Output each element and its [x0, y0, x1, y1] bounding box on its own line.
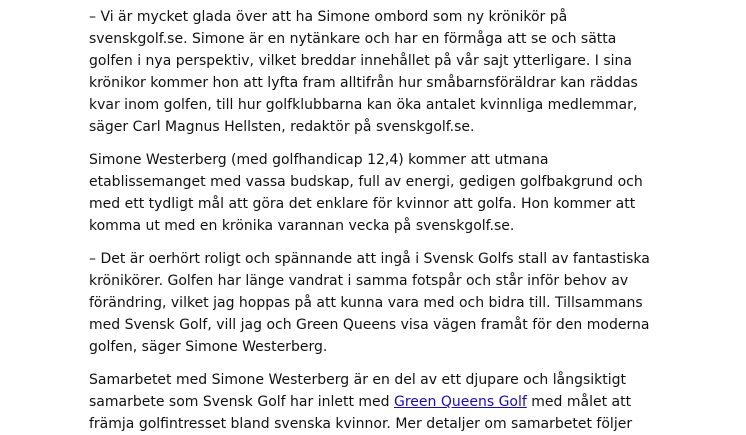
text-segment: samarbete som Svensk Golf har inlett med: [89, 394, 394, 410]
text-line: främja golfintresset bland svenska kvinnor. Mer detaljer om samarbetet följer: [89, 416, 633, 432]
green-queens-golf-link[interactable]: Green Queens Golf: [393, 394, 527, 410]
quote-paragraph-simone: [89, 248, 689, 358]
text-line: krönikor kommer hon att lyfta fram alltifrån hur småbarnsföräldrar kan räddas: [89, 75, 638, 91]
text-line: Samarbetet med Simone Westerberg är en del av ett djupare och långsiktigt: [89, 372, 627, 388]
quote-paragraph-editor: [89, 6, 689, 138]
text-line: golfen i nya perspektiv, vilket breddar innehållet på vår sajt ytterligare. I sina: [89, 53, 632, 69]
text-line: krönikörer. Golfen har länge vandrat i samma fotspår och står inför behov av: [89, 273, 629, 289]
text-segment: med målet att: [526, 394, 632, 410]
text-line: förändring, vilket jag hoppas på att kunna vara med och bidra till. Tillsammans: [89, 295, 643, 311]
text-line: med ett tydligt mål att göra det enklare för kvinnor att golfa. Hon kommer att: [89, 196, 636, 212]
text-line: svenskgolf.se. Simone är en nytänkare och har en förmåga att se och sätta: [89, 31, 617, 47]
body-paragraph-intro: [89, 149, 689, 237]
text-line: säger Carl Magnus Hellsten, redaktör på svenskgolf.se.: [89, 119, 475, 135]
text-line: – Vi är mycket glada över att ha Simone ombord som ny krönikör på: [89, 9, 568, 25]
text-line-with-link: [89, 391, 689, 413]
text-line: golfen, säger Simone Westerberg.: [89, 339, 328, 355]
text-line: etablissemanget med vassa budskap, full av energi, gedigen golfbakgrund och: [89, 174, 643, 190]
text-line: komma ut med en krönika varannan vecka på svenskgolf.se.: [89, 218, 515, 234]
text-line: med Svensk Golf, vill jag och Green Queens visa vägen framåt för den moderna: [89, 317, 650, 333]
text-line: Simone Westerberg (med golfhandicap 12,4) kommer att utmana: [89, 152, 549, 168]
body-paragraph-partnership: [89, 369, 689, 435]
text-line: – Det är oerhört roligt och spännande att ingå i Svensk Golfs stall av fantastiska: [89, 251, 650, 267]
text-line: kvar inom golfen, till hur golfklubbarna kan öka antalet kvinnliga medlemmar,: [89, 97, 638, 113]
